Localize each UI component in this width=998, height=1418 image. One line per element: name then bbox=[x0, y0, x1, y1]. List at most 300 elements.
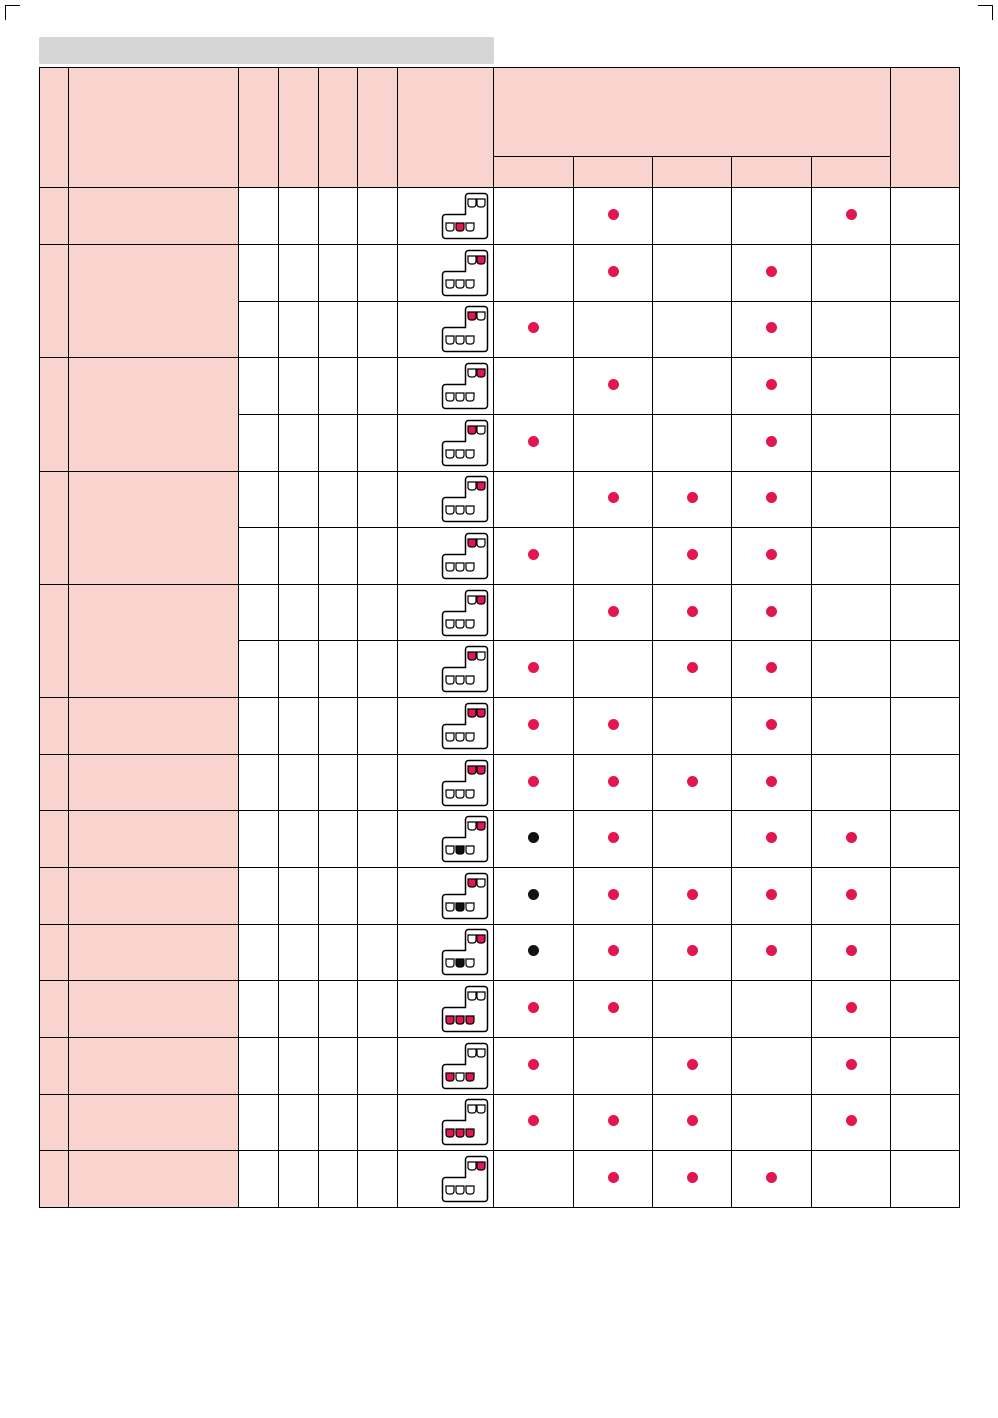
mark-cell-1 bbox=[494, 868, 574, 925]
table-row bbox=[40, 811, 960, 868]
header-sub-2 bbox=[574, 157, 653, 188]
row-col-3 bbox=[319, 188, 358, 245]
row-last-cell bbox=[891, 981, 960, 1038]
mark-cell-3 bbox=[653, 698, 732, 755]
row-col-4 bbox=[358, 868, 398, 925]
row-number-cell bbox=[40, 811, 69, 868]
mark-cell-1 bbox=[494, 811, 574, 868]
red-dot-icon bbox=[608, 1172, 619, 1183]
panel-indicator-icon bbox=[441, 872, 489, 920]
mark-cell-3 bbox=[653, 924, 732, 981]
row-col-4 bbox=[358, 924, 398, 981]
red-dot-icon bbox=[528, 662, 539, 673]
panel-indicator-icon bbox=[441, 645, 489, 693]
mark-cell-3 bbox=[653, 1151, 732, 1208]
mark-cell-2 bbox=[574, 188, 653, 245]
mark-cell-4 bbox=[732, 301, 812, 358]
mark-cell-1 bbox=[494, 244, 574, 301]
panel-indicator-icon bbox=[441, 815, 489, 863]
indicator-cell bbox=[398, 471, 494, 528]
row-last-cell bbox=[891, 244, 960, 301]
mark-cell-1 bbox=[494, 754, 574, 811]
mark-cell-2 bbox=[574, 981, 653, 1038]
mark-cell-5 bbox=[812, 1094, 891, 1151]
panel-indicator-icon bbox=[441, 1098, 489, 1146]
mark-cell-2 bbox=[574, 358, 653, 415]
row-col-3 bbox=[319, 301, 358, 358]
panel-indicator-icon bbox=[441, 1155, 489, 1203]
mark-cell-5 bbox=[812, 811, 891, 868]
red-dot-icon bbox=[608, 719, 619, 730]
row-last-cell bbox=[891, 641, 960, 698]
row-col-3 bbox=[319, 1094, 358, 1151]
mark-cell-1 bbox=[494, 924, 574, 981]
row-number-cell bbox=[40, 1094, 69, 1151]
row-number-cell bbox=[40, 868, 69, 925]
red-dot-icon bbox=[846, 1059, 857, 1070]
header-name-cell bbox=[69, 68, 239, 188]
mark-cell-5 bbox=[812, 981, 891, 1038]
red-dot-icon bbox=[766, 549, 777, 560]
row-col-3 bbox=[319, 244, 358, 301]
row-col-2 bbox=[279, 641, 319, 698]
mark-cell-2 bbox=[574, 811, 653, 868]
header-row bbox=[40, 68, 960, 157]
settings-table bbox=[39, 67, 960, 1208]
mark-cell-3 bbox=[653, 981, 732, 1038]
mark-cell-2 bbox=[574, 641, 653, 698]
panel-indicator-icon bbox=[441, 419, 489, 467]
row-last-cell bbox=[891, 868, 960, 925]
panel-indicator-icon bbox=[441, 532, 489, 580]
mark-cell-1 bbox=[494, 1151, 574, 1208]
header-col-2 bbox=[279, 68, 319, 188]
row-col-4 bbox=[358, 1094, 398, 1151]
mark-cell-2 bbox=[574, 698, 653, 755]
mark-cell-4 bbox=[732, 1037, 812, 1094]
red-dot-icon bbox=[766, 945, 777, 956]
mark-cell-2 bbox=[574, 1151, 653, 1208]
red-dot-icon bbox=[766, 719, 777, 730]
row-col-4 bbox=[358, 1037, 398, 1094]
row-number-cell bbox=[40, 358, 69, 471]
row-last-cell bbox=[891, 471, 960, 528]
row-col-1 bbox=[239, 188, 279, 245]
row-col-3 bbox=[319, 358, 358, 415]
row-name-cell bbox=[69, 188, 239, 245]
red-dot-icon bbox=[687, 1172, 698, 1183]
red-dot-icon bbox=[687, 549, 698, 560]
row-name-cell bbox=[69, 358, 239, 471]
table-row bbox=[40, 1151, 960, 1208]
mark-cell-1 bbox=[494, 301, 574, 358]
panel-indicator-icon bbox=[441, 249, 489, 297]
red-dot-icon bbox=[608, 379, 619, 390]
indicator-cell bbox=[398, 981, 494, 1038]
row-col-3 bbox=[319, 528, 358, 585]
row-name-cell bbox=[69, 1151, 239, 1208]
indicator-cell bbox=[398, 244, 494, 301]
indicator-cell bbox=[398, 1094, 494, 1151]
row-col-3 bbox=[319, 414, 358, 471]
row-col-1 bbox=[239, 414, 279, 471]
row-col-1 bbox=[239, 528, 279, 585]
mark-cell-3 bbox=[653, 358, 732, 415]
row-col-2 bbox=[279, 528, 319, 585]
mark-cell-5 bbox=[812, 244, 891, 301]
row-col-4 bbox=[358, 1151, 398, 1208]
red-dot-icon bbox=[608, 945, 619, 956]
panel-indicator-icon bbox=[441, 759, 489, 807]
mark-cell-5 bbox=[812, 584, 891, 641]
mark-cell-1 bbox=[494, 528, 574, 585]
mark-cell-3 bbox=[653, 1094, 732, 1151]
row-last-cell bbox=[891, 188, 960, 245]
mark-cell-1 bbox=[494, 471, 574, 528]
row-name-cell bbox=[69, 1094, 239, 1151]
row-col-2 bbox=[279, 301, 319, 358]
mark-cell-5 bbox=[812, 924, 891, 981]
red-dot-icon bbox=[608, 266, 619, 277]
mark-cell-5 bbox=[812, 698, 891, 755]
mark-cell-3 bbox=[653, 641, 732, 698]
mark-cell-2 bbox=[574, 924, 653, 981]
row-col-1 bbox=[239, 754, 279, 811]
mark-cell-4 bbox=[732, 811, 812, 868]
mark-cell-3 bbox=[653, 584, 732, 641]
row-col-1 bbox=[239, 1037, 279, 1094]
row-col-2 bbox=[279, 924, 319, 981]
mark-cell-2 bbox=[574, 414, 653, 471]
header-sub-1 bbox=[494, 157, 574, 188]
mark-cell-5 bbox=[812, 471, 891, 528]
row-col-2 bbox=[279, 1037, 319, 1094]
mark-cell-5 bbox=[812, 1037, 891, 1094]
mark-cell-2 bbox=[574, 868, 653, 925]
row-col-3 bbox=[319, 868, 358, 925]
row-number-cell bbox=[40, 188, 69, 245]
indicator-cell bbox=[398, 811, 494, 868]
row-name-cell bbox=[69, 244, 239, 357]
red-dot-icon bbox=[687, 889, 698, 900]
red-dot-icon bbox=[528, 1059, 539, 1070]
table-row bbox=[40, 868, 960, 925]
mark-cell-2 bbox=[574, 1094, 653, 1151]
red-dot-icon bbox=[846, 1002, 857, 1013]
row-col-1 bbox=[239, 698, 279, 755]
mark-cell-5 bbox=[812, 754, 891, 811]
row-col-4 bbox=[358, 471, 398, 528]
row-last-cell bbox=[891, 358, 960, 415]
red-dot-icon bbox=[766, 832, 777, 843]
row-number-cell bbox=[40, 471, 69, 584]
panel-indicator-icon bbox=[441, 1042, 489, 1090]
row-number-cell bbox=[40, 698, 69, 755]
mark-cell-3 bbox=[653, 471, 732, 528]
row-name-cell bbox=[69, 698, 239, 755]
red-dot-icon bbox=[766, 436, 777, 447]
red-dot-icon bbox=[608, 776, 619, 787]
row-col-2 bbox=[279, 1151, 319, 1208]
table-row bbox=[40, 244, 960, 301]
mark-cell-5 bbox=[812, 868, 891, 925]
red-dot-icon bbox=[608, 1002, 619, 1013]
row-col-1 bbox=[239, 1094, 279, 1151]
row-col-2 bbox=[279, 584, 319, 641]
mark-cell-5 bbox=[812, 358, 891, 415]
row-col-3 bbox=[319, 754, 358, 811]
indicator-cell bbox=[398, 924, 494, 981]
mark-cell-5 bbox=[812, 301, 891, 358]
red-dot-icon bbox=[608, 832, 619, 843]
row-col-3 bbox=[319, 1151, 358, 1208]
red-dot-icon bbox=[846, 1115, 857, 1126]
mark-cell-1 bbox=[494, 698, 574, 755]
row-col-3 bbox=[319, 698, 358, 755]
mark-cell-4 bbox=[732, 358, 812, 415]
indicator-cell bbox=[398, 698, 494, 755]
red-dot-icon bbox=[846, 209, 857, 220]
mark-cell-4 bbox=[732, 1151, 812, 1208]
header-indicator-cell bbox=[398, 68, 494, 188]
black-dot-icon bbox=[528, 832, 539, 843]
row-last-cell bbox=[891, 811, 960, 868]
red-dot-icon bbox=[528, 322, 539, 333]
header-sub-3 bbox=[653, 157, 732, 188]
red-dot-icon bbox=[608, 209, 619, 220]
crop-mark-top-right bbox=[978, 5, 993, 20]
row-name-cell bbox=[69, 811, 239, 868]
row-col-3 bbox=[319, 641, 358, 698]
row-col-4 bbox=[358, 641, 398, 698]
panel-indicator-icon bbox=[441, 928, 489, 976]
row-number-cell bbox=[40, 1037, 69, 1094]
header-group-cell bbox=[494, 68, 891, 157]
row-col-4 bbox=[358, 188, 398, 245]
indicator-cell bbox=[398, 641, 494, 698]
mark-cell-4 bbox=[732, 754, 812, 811]
mark-cell-1 bbox=[494, 584, 574, 641]
panel-indicator-icon bbox=[441, 475, 489, 523]
row-col-4 bbox=[358, 584, 398, 641]
row-col-3 bbox=[319, 981, 358, 1038]
row-col-4 bbox=[358, 414, 398, 471]
red-dot-icon bbox=[608, 606, 619, 617]
mark-cell-3 bbox=[653, 301, 732, 358]
row-col-2 bbox=[279, 811, 319, 868]
red-dot-icon bbox=[608, 1115, 619, 1126]
row-col-3 bbox=[319, 811, 358, 868]
row-number-cell bbox=[40, 1151, 69, 1208]
red-dot-icon bbox=[766, 322, 777, 333]
row-name-cell bbox=[69, 584, 239, 697]
row-last-cell bbox=[891, 1037, 960, 1094]
table-row bbox=[40, 358, 960, 415]
mark-cell-3 bbox=[653, 868, 732, 925]
row-col-3 bbox=[319, 924, 358, 981]
row-col-2 bbox=[279, 1094, 319, 1151]
table-row bbox=[40, 471, 960, 528]
row-col-1 bbox=[239, 1151, 279, 1208]
red-dot-icon bbox=[766, 889, 777, 900]
mark-cell-3 bbox=[653, 244, 732, 301]
row-col-2 bbox=[279, 244, 319, 301]
row-last-cell bbox=[891, 584, 960, 641]
mark-cell-1 bbox=[494, 1094, 574, 1151]
red-dot-icon bbox=[766, 1172, 777, 1183]
header-col-4 bbox=[358, 68, 398, 188]
mark-cell-2 bbox=[574, 471, 653, 528]
row-col-4 bbox=[358, 528, 398, 585]
row-last-cell bbox=[891, 1151, 960, 1208]
red-dot-icon bbox=[528, 1115, 539, 1126]
row-col-1 bbox=[239, 924, 279, 981]
mark-cell-4 bbox=[732, 471, 812, 528]
row-col-1 bbox=[239, 301, 279, 358]
red-dot-icon bbox=[846, 832, 857, 843]
row-col-4 bbox=[358, 358, 398, 415]
red-dot-icon bbox=[687, 945, 698, 956]
mark-cell-4 bbox=[732, 981, 812, 1038]
mark-cell-4 bbox=[732, 924, 812, 981]
red-dot-icon bbox=[766, 662, 777, 673]
table-row bbox=[40, 1037, 960, 1094]
mark-cell-5 bbox=[812, 528, 891, 585]
red-dot-icon bbox=[766, 776, 777, 787]
table-row bbox=[40, 924, 960, 981]
row-col-2 bbox=[279, 698, 319, 755]
black-dot-icon bbox=[528, 889, 539, 900]
row-col-1 bbox=[239, 584, 279, 641]
mark-cell-5 bbox=[812, 641, 891, 698]
mark-cell-4 bbox=[732, 698, 812, 755]
mark-cell-1 bbox=[494, 188, 574, 245]
row-col-2 bbox=[279, 981, 319, 1038]
red-dot-icon bbox=[528, 549, 539, 560]
mark-cell-4 bbox=[732, 641, 812, 698]
row-col-2 bbox=[279, 868, 319, 925]
row-col-4 bbox=[358, 754, 398, 811]
red-dot-icon bbox=[687, 492, 698, 503]
header-col-3 bbox=[319, 68, 358, 188]
red-dot-icon bbox=[766, 266, 777, 277]
row-col-1 bbox=[239, 641, 279, 698]
row-last-cell bbox=[891, 528, 960, 585]
row-last-cell bbox=[891, 754, 960, 811]
row-last-cell bbox=[891, 924, 960, 981]
crop-mark-top-left bbox=[5, 5, 20, 20]
mark-cell-1 bbox=[494, 641, 574, 698]
mark-cell-1 bbox=[494, 981, 574, 1038]
row-name-cell bbox=[69, 924, 239, 981]
indicator-cell bbox=[398, 584, 494, 641]
mark-cell-1 bbox=[494, 1037, 574, 1094]
row-col-2 bbox=[279, 414, 319, 471]
mark-cell-2 bbox=[574, 1037, 653, 1094]
row-last-cell bbox=[891, 414, 960, 471]
row-last-cell bbox=[891, 698, 960, 755]
row-col-4 bbox=[358, 244, 398, 301]
mark-cell-2 bbox=[574, 754, 653, 811]
red-dot-icon bbox=[528, 776, 539, 787]
row-name-cell bbox=[69, 1037, 239, 1094]
row-number-cell bbox=[40, 584, 69, 697]
row-col-1 bbox=[239, 981, 279, 1038]
red-dot-icon bbox=[608, 889, 619, 900]
mark-cell-1 bbox=[494, 358, 574, 415]
mark-cell-2 bbox=[574, 301, 653, 358]
panel-indicator-icon bbox=[441, 589, 489, 637]
panel-indicator-icon bbox=[441, 985, 489, 1033]
mark-cell-5 bbox=[812, 1151, 891, 1208]
red-dot-icon bbox=[528, 719, 539, 730]
black-dot-icon bbox=[528, 945, 539, 956]
row-last-cell bbox=[891, 301, 960, 358]
row-name-cell bbox=[69, 754, 239, 811]
mark-cell-4 bbox=[732, 584, 812, 641]
mark-cell-4 bbox=[732, 244, 812, 301]
mark-cell-3 bbox=[653, 811, 732, 868]
row-col-2 bbox=[279, 358, 319, 415]
mark-cell-3 bbox=[653, 188, 732, 245]
mark-cell-3 bbox=[653, 754, 732, 811]
row-col-3 bbox=[319, 1037, 358, 1094]
mark-cell-3 bbox=[653, 1037, 732, 1094]
indicator-cell bbox=[398, 1151, 494, 1208]
row-number-cell bbox=[40, 754, 69, 811]
table-row bbox=[40, 584, 960, 641]
header-col-1 bbox=[239, 68, 279, 188]
table-row bbox=[40, 981, 960, 1038]
header-sub-5 bbox=[812, 157, 891, 188]
red-dot-icon bbox=[528, 436, 539, 447]
section-header-bar bbox=[39, 37, 494, 64]
row-col-1 bbox=[239, 868, 279, 925]
row-col-4 bbox=[358, 698, 398, 755]
row-col-3 bbox=[319, 584, 358, 641]
row-col-2 bbox=[279, 754, 319, 811]
row-number-cell bbox=[40, 924, 69, 981]
mark-cell-4 bbox=[732, 528, 812, 585]
red-dot-icon bbox=[846, 889, 857, 900]
row-col-2 bbox=[279, 188, 319, 245]
row-col-4 bbox=[358, 981, 398, 1038]
row-last-cell bbox=[891, 1094, 960, 1151]
red-dot-icon bbox=[608, 492, 619, 503]
indicator-cell bbox=[398, 1037, 494, 1094]
mark-cell-4 bbox=[732, 1094, 812, 1151]
header-number-cell bbox=[40, 68, 69, 188]
row-name-cell bbox=[69, 868, 239, 925]
row-col-4 bbox=[358, 811, 398, 868]
row-col-1 bbox=[239, 358, 279, 415]
header-sub-4 bbox=[732, 157, 812, 188]
header-last-cell bbox=[891, 68, 960, 188]
mark-cell-3 bbox=[653, 414, 732, 471]
panel-indicator-icon bbox=[441, 362, 489, 410]
row-col-1 bbox=[239, 244, 279, 301]
row-number-cell bbox=[40, 981, 69, 1038]
mark-cell-5 bbox=[812, 188, 891, 245]
row-number-cell bbox=[40, 244, 69, 357]
red-dot-icon bbox=[687, 1059, 698, 1070]
mark-cell-1 bbox=[494, 414, 574, 471]
row-col-4 bbox=[358, 301, 398, 358]
indicator-cell bbox=[398, 868, 494, 925]
red-dot-icon bbox=[528, 1002, 539, 1013]
indicator-cell bbox=[398, 358, 494, 415]
table-row bbox=[40, 188, 960, 245]
